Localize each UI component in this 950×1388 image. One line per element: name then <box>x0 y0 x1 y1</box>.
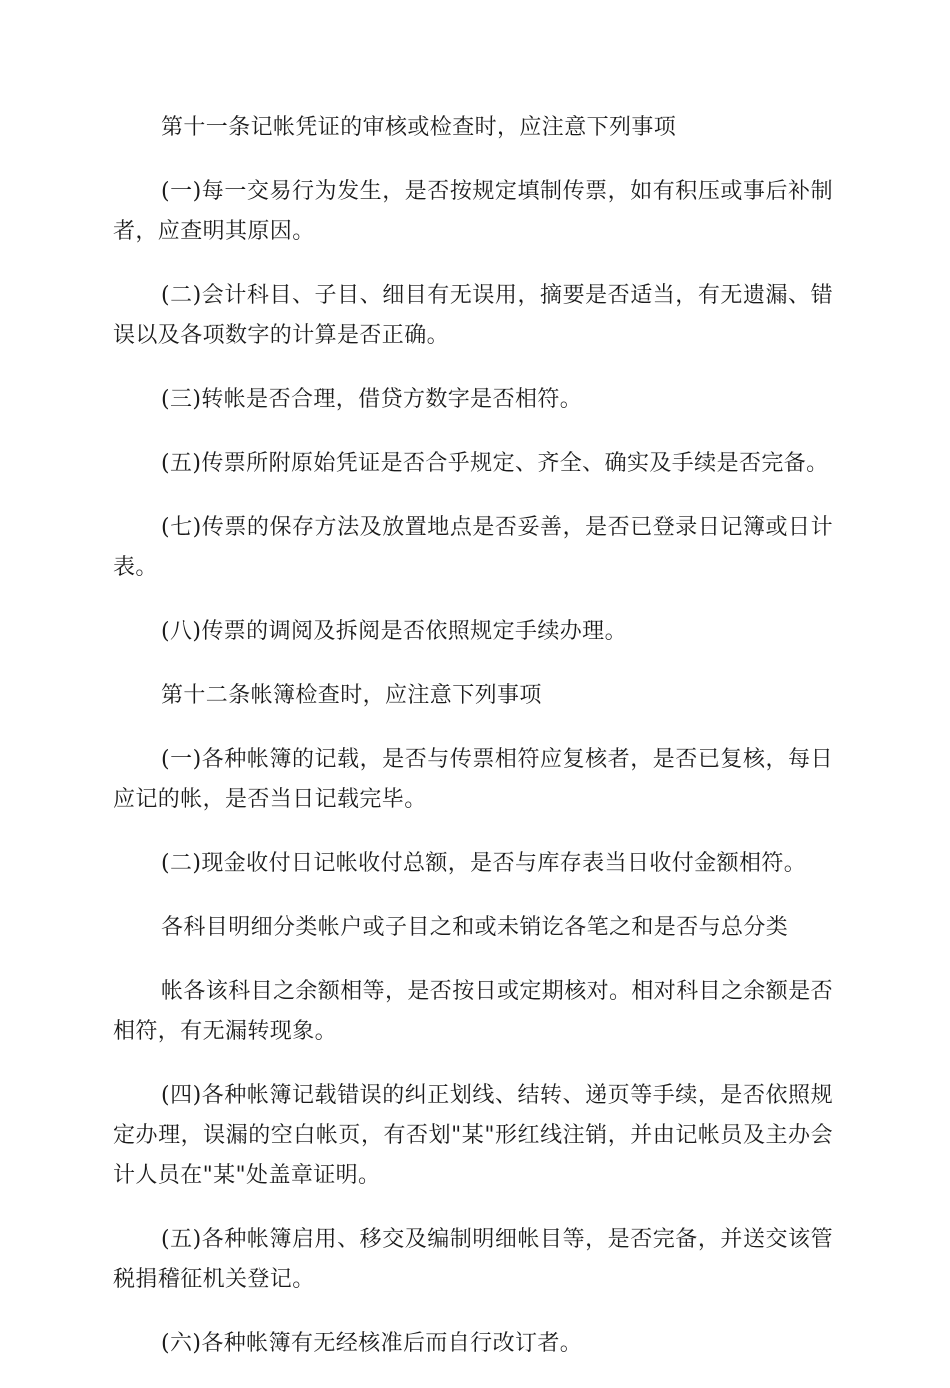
article-12-item-3-part-2: 帐各该科目之余额相等，是否按日或定期核对。相对科目之余额是否相符，有无漏转现象。 <box>113 979 834 1044</box>
article-12-item-6: (六)各种帐簿有无经核准后而自行改订者。 <box>161 1331 583 1356</box>
article-11-heading: 第十一条记帐凭证的审核或检查时，应注意下列事项 <box>161 115 677 140</box>
article-12-heading: 第十二条帐簿检查时，应注意下列事项 <box>161 683 542 708</box>
article-12-item-1: (一)各种帐簿的记载，是否与传票相符应复核者，是否已复核，每日应记的帐，是否当日记载完毕。 <box>113 747 833 812</box>
article-11-item-2: (二)会计科目、子目、细目有无误用，摘要是否适当，有无遗漏、错误以及各项数字的计算是否正确。 <box>113 283 833 348</box>
article-12-item-3-part-1: 各科目明细分类帐户或子目之和或未销讫各笔之和是否与总分类 <box>161 915 789 940</box>
article-11-item-1: (一)每一交易行为发生，是否按规定填制传票，如有积压或事后补制者，应查明其原因。 <box>113 179 833 244</box>
article-12-item-5: (五)各种帐簿启用、移交及编制明细帐目等，是否完备，并送交该管税捐稽征机关登记。 <box>113 1227 833 1292</box>
article-11-item-7: (七)传票的保存方法及放置地点是否妥善，是否已登录日记簿或日计表。 <box>113 515 833 580</box>
article-12-item-4: (四)各种帐簿记载错误的纠正划线、结转、递页等手续，是否依照规定办理，误漏的空白帐页，有否划"某"形红线注销，并由记帐员及主办会计人员在"某"处盖章证明。 <box>113 1083 833 1188</box>
article-11-item-5: (五)传票所附原始凭证是否合乎规定、齐全、确实及手续是否完备。 <box>161 451 829 476</box>
article-11-item-8: (八)传票的调阅及拆阅是否依照规定手续办理。 <box>161 619 627 644</box>
document-body <box>113 108 833 1388</box>
article-11-item-3: (三)转帐是否合理，借贷方数字是否相符。 <box>161 387 583 412</box>
article-12-item-2: (二)现金收付日记帐收付总额，是否与库存表当日收付金额相符。 <box>161 851 807 876</box>
